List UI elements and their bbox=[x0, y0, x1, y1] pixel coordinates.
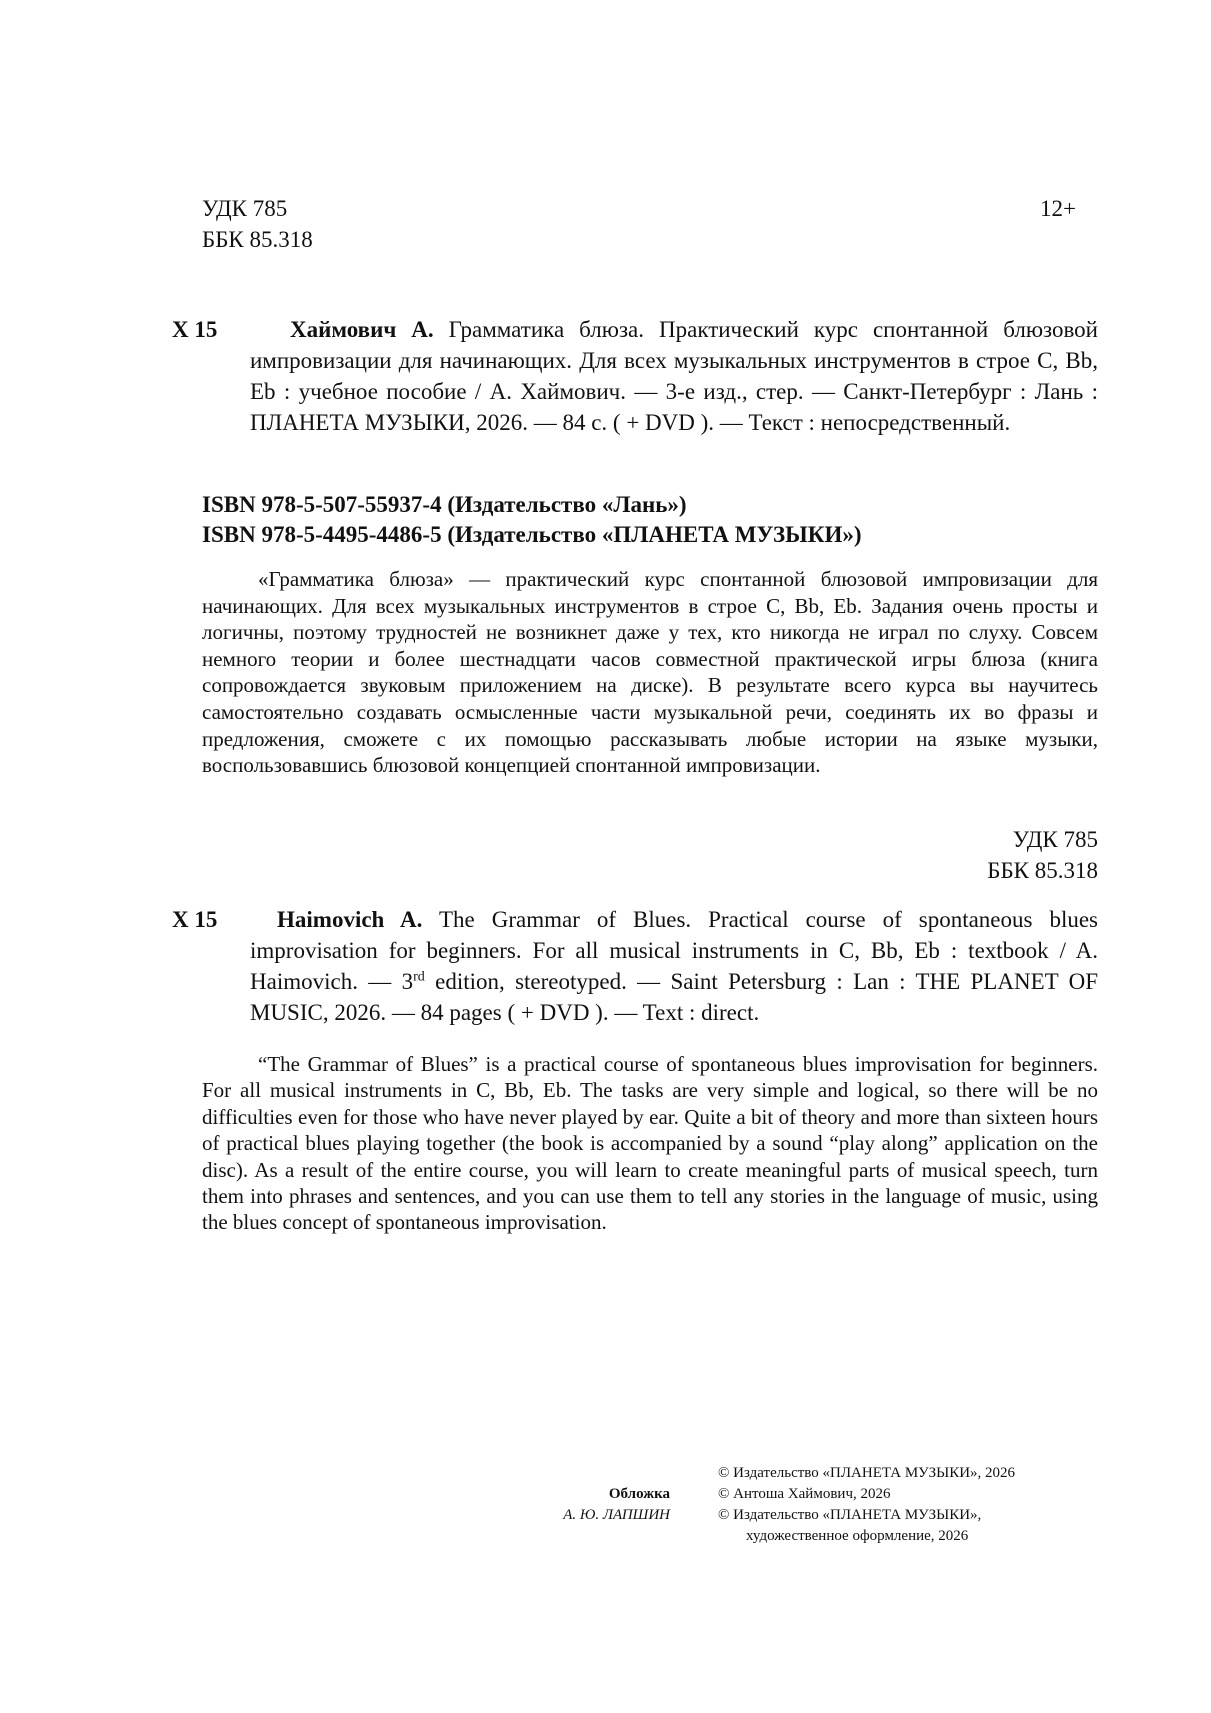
cover-label: Обложка bbox=[608, 1486, 670, 1502]
copyright-line: © Антоша Хаймович, 2026 bbox=[718, 1486, 891, 1502]
copyright-line: © Издательство «ПЛАНЕТА МУЗЫКИ», 2026 bbox=[718, 1465, 1016, 1481]
ru-author: Хаймович А. bbox=[290, 317, 434, 342]
en-entry-text-cont: edition, stereotyped. — Saint Petersburg : Lan : THE PLANET OF MUSIC, 2026. — 84 pages ( + DVD ). — Text : direct. bbox=[250, 969, 1098, 1025]
bbk-code-bottom: ББК 85.318 bbox=[987, 858, 1098, 883]
en-bibliographic-entry bbox=[250, 904, 1098, 1028]
age-rating: 12+ bbox=[1040, 196, 1076, 221]
en-annotation: “The Grammar of Blues” is a practical course of spontaneous blues improvisation for beginners. For all musical instruments in C, Bb, Eb. The tasks are very simple and logical, so there will be no difficulties even for those who have never played by ear. Quite a bit of theory and more than sixteen hours of practical blues playing together (the book is accompanied by a sound “play along” application on the disc). As a result of the entire course, you will learn to create meaningful parts of musical speech, turn them into phrases and sentences, and you can use them to tell any stories in the language of music, using the blues concept of spontaneous improvisation. bbox=[202, 1052, 1098, 1235]
top-classification bbox=[202, 193, 313, 255]
copyright-line: © Издательство «ПЛАНЕТА МУЗЫКИ», bbox=[718, 1507, 982, 1523]
cover-artist: А. Ю. ЛАПШИН bbox=[563, 1507, 670, 1523]
isbn-lan: ISBN 978-5-507-55937-4 (Издательство «Лань») bbox=[202, 492, 687, 517]
isbn-block bbox=[202, 490, 862, 550]
ru-annotation: «Грамматика блюза» — практический курс спонтанной блюзовой импровизации для начинающих. Для всех музыкальных инструментов в строе C, Bb, Eb. Задания очень просты и логичны, поэтому трудностей не возникнет даже у тех, кто никогда не играл по слуху. Совсем немного теории и более шестнадцати часов совместной практической игры блюза (книга сопровождается звуковым приложением на диске). В результате всего курса вы научитесь самостоятельно создавать осмысленные части музыкальной речи, соединять их во фразы и предложения, сможете с их помощью рассказывать любые истории на языке музыки, воспользовавшись блюзовой концепцией спонтанной импровизации. bbox=[202, 567, 1098, 778]
bottom-classification bbox=[800, 824, 1098, 886]
edition-superscript: rd bbox=[413, 969, 425, 985]
en-author-code: Х 15 bbox=[172, 907, 218, 932]
udk-code: УДК 785 bbox=[202, 196, 288, 221]
ru-author-code: Х 15 bbox=[172, 317, 218, 342]
en-author: Haimovich A. bbox=[277, 907, 423, 932]
copyright-line: художественное оформление, 2026 bbox=[746, 1528, 969, 1544]
en-entry-text: The Grammar of Blues. Practical course of spontaneous blues improvisation for beginners. For all musical instruments in C, Bb, Eb : textbook / A. Haimovich. — 3 bbox=[250, 907, 1098, 994]
ru-bibliographic-entry bbox=[250, 314, 1098, 438]
bbk-code: ББК 85.318 bbox=[202, 227, 313, 252]
udk-code-bottom: УДК 785 bbox=[1012, 827, 1098, 852]
copyright-block bbox=[718, 1463, 1118, 1547]
ru-entry-text: Грамматика блюза. Практический курс спонтанной блюзовой импровизации для начинающих. Для всех музыкальных инструментов в строе C, Bb, Eb : учебное пособие / А. Хаймович. — 3-е изд., стер. — Санкт-Петербург : Лань : ПЛАНЕТА МУЗЫКИ, 2026. — 84 с. ( + DVD ). — Текст : непосредственный. bbox=[250, 317, 1098, 435]
isbn-planeta: ISBN 978-5-4495-4486-5 (Издательство «ПЛАНЕТА МУЗЫКИ») bbox=[202, 522, 862, 547]
cover-credit bbox=[470, 1484, 670, 1526]
